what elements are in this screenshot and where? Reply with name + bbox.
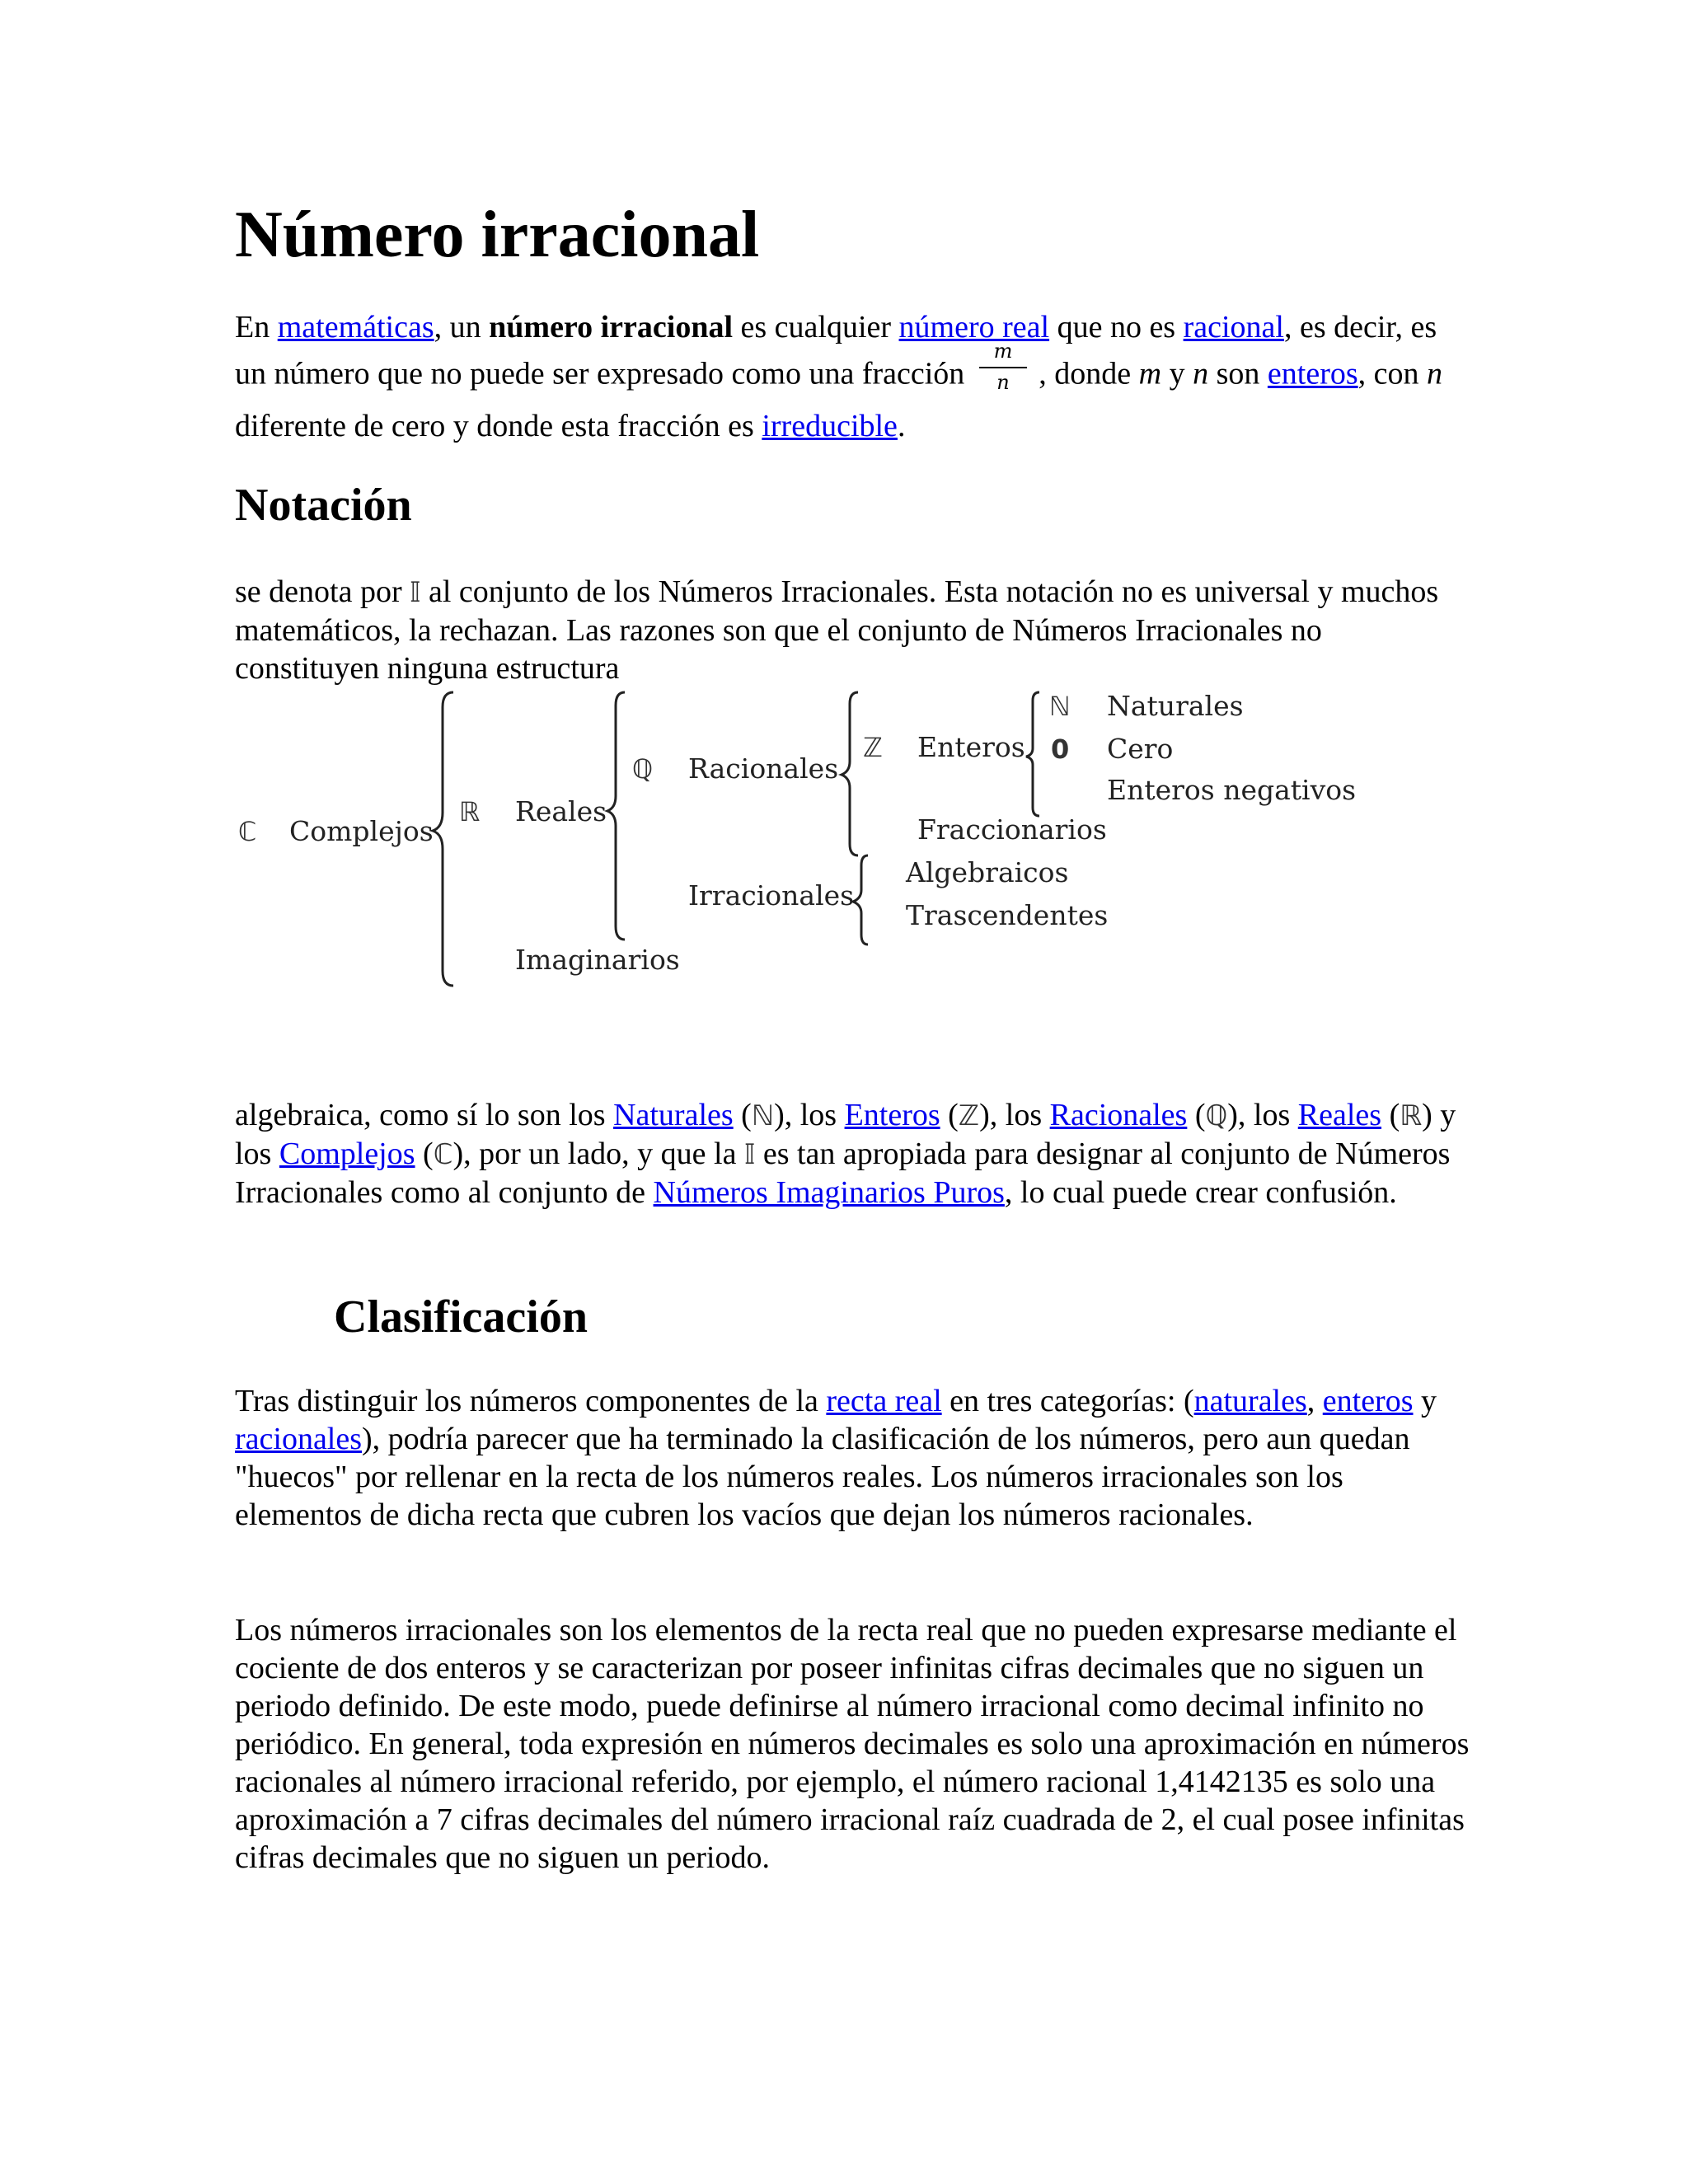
text: ) y los bbox=[235, 1098, 1456, 1171]
clasificacion-paragraph-2: Los números irracionales son los elementos de la recta real que no pueden expresarse mediante el cociente de dos enteros y se caracterizan por poseer infinitas cifras decimales que no siguen un periodo definido. De este modo, puede definirse al número irracional como decimal infinito no periódico. En general, toda expresión en números decimales es solo una aproximación en números racionales al número irracional referido, por ejemplo, el número racional 1,4142135 es solo una aproximación a 7 cifras decimales del número irracional raíz cuadrada de 2, el cual posee infinitas cifras decimales que no siguen un periodo. bbox=[235, 1613, 1470, 1875]
var-m: m bbox=[1138, 356, 1162, 391]
text: algebraica, como sí lo son los bbox=[235, 1098, 614, 1132]
link-numeros-imaginarios-puros[interactable]: Números Imaginarios Puros bbox=[653, 1175, 1005, 1210]
link-recta-real[interactable]: recta real bbox=[826, 1384, 942, 1418]
fraction-image bbox=[976, 340, 1030, 397]
link-racionales[interactable]: Racionales bbox=[1049, 1098, 1188, 1132]
intro-paragraph bbox=[235, 307, 1471, 447]
set-symbol-I: 𝕀 bbox=[743, 1138, 756, 1171]
text: es cualquier bbox=[733, 310, 899, 344]
fraction-denominator: n bbox=[996, 371, 1010, 394]
set-symbol-R: ℝ bbox=[1400, 1099, 1423, 1132]
text: al conjunto de los Números Irracionales. Esta notación no es universal y muchos matemáticos, la rechazan. Las razones son que el conjunto de Números Irracionales no constituyen ninguna estructura bbox=[235, 574, 1439, 686]
fraction-numerator: m bbox=[993, 340, 1013, 363]
link-racionales[interactable]: racionales bbox=[235, 1422, 363, 1456]
text: ), los bbox=[979, 1098, 1050, 1132]
label-irracionales: Irracionales bbox=[688, 879, 855, 912]
text: ( bbox=[940, 1098, 959, 1132]
text: ), los bbox=[774, 1098, 845, 1132]
text: y bbox=[1413, 1384, 1437, 1418]
set-symbol-Z: ℤ bbox=[958, 1099, 980, 1132]
text: ( bbox=[1187, 1098, 1206, 1132]
symbol-R: ℝ bbox=[459, 796, 481, 827]
symbol-Q: ℚ bbox=[632, 753, 654, 785]
symbol-C: ℂ bbox=[238, 816, 257, 847]
text: diferente de cero y donde esta fracción es bbox=[235, 409, 762, 443]
label-enteros: Enteros bbox=[917, 731, 1025, 763]
text: ( bbox=[415, 1137, 434, 1171]
link-naturales[interactable]: Naturales bbox=[613, 1098, 734, 1132]
text: , es decir, es un número que no puede ser expresado como una fracción bbox=[235, 310, 1437, 391]
text: en tres categorías: ( bbox=[941, 1384, 1194, 1418]
text: ), por un lado, y que la bbox=[452, 1137, 744, 1171]
link-enteros[interactable]: Enteros bbox=[844, 1098, 940, 1132]
text: , con bbox=[1357, 356, 1428, 391]
text: , bbox=[1306, 1384, 1323, 1418]
set-symbol-I: 𝕀 bbox=[410, 576, 421, 609]
label-imaginarios: Imaginarios bbox=[515, 944, 680, 976]
notacion-paragraph-1 bbox=[235, 573, 1471, 687]
text: , lo cual puede crear confusión. bbox=[1004, 1175, 1397, 1210]
symbol-zero: 0 bbox=[1051, 733, 1070, 765]
label-reales: Reales bbox=[515, 795, 607, 827]
number-classification-diagram bbox=[235, 682, 1405, 996]
text: ), podría parecer que ha terminado la clasificación de los números, pero aun quedan "huecos" por rellenar en la recta de los números reales. Los números irracionales son los elementos de dicha recta que cubren los vacíos que dejan los números racionales. bbox=[235, 1422, 1410, 1532]
text: , donde bbox=[1039, 356, 1139, 391]
link-matematicas[interactable]: matemáticas bbox=[277, 310, 434, 344]
bold-term: número irracional bbox=[489, 310, 734, 344]
text: que no es bbox=[1049, 310, 1184, 344]
set-symbol-N: ℕ bbox=[751, 1099, 775, 1132]
link-racional[interactable]: racional bbox=[1183, 310, 1284, 344]
label-enteros-negativos: Enteros negativos bbox=[1107, 774, 1357, 806]
var-n: n bbox=[1427, 356, 1443, 391]
notacion-paragraph-2 bbox=[235, 1096, 1471, 1212]
text: son bbox=[1208, 356, 1268, 391]
text: ), los bbox=[1227, 1098, 1298, 1132]
link-numero-real[interactable]: número real bbox=[898, 310, 1050, 344]
text: . bbox=[897, 409, 906, 443]
page-title: Número irracional bbox=[235, 199, 760, 271]
section-heading-clasificacion: Clasificación bbox=[334, 1291, 588, 1343]
label-racionales: Racionales bbox=[688, 752, 839, 785]
link-enteros[interactable]: enteros bbox=[1267, 356, 1358, 391]
label-trascendentes: Trascendentes bbox=[906, 899, 1109, 931]
text: es tan apropiada para designar al conjunto de Números Irracionales como al conjunto de bbox=[235, 1137, 1451, 1210]
text: , un bbox=[434, 310, 490, 344]
text: ( bbox=[1381, 1098, 1400, 1132]
var-n: n bbox=[1193, 356, 1209, 391]
label-algebraicos: Algebraicos bbox=[906, 856, 1069, 888]
clasificacion-paragraph-1 bbox=[235, 1382, 1471, 1534]
text: ( bbox=[733, 1098, 752, 1132]
label-fraccionarios: Fraccionarios bbox=[917, 813, 1107, 846]
link-reales[interactable]: Reales bbox=[1297, 1098, 1382, 1132]
section-heading-notacion: Notación bbox=[235, 480, 412, 531]
label-complejos: Complejos bbox=[289, 815, 434, 847]
link-naturales[interactable]: naturales bbox=[1193, 1384, 1307, 1418]
symbol-N: ℕ bbox=[1049, 691, 1071, 722]
link-enteros[interactable]: enteros bbox=[1322, 1384, 1414, 1418]
link-complejos[interactable]: Complejos bbox=[279, 1137, 415, 1171]
text: En bbox=[235, 310, 278, 344]
set-symbol-Q: ℚ bbox=[1205, 1099, 1228, 1132]
label-cero: Cero bbox=[1107, 733, 1174, 765]
text: y bbox=[1161, 356, 1193, 391]
link-irreducible[interactable]: irreducible bbox=[762, 409, 898, 443]
text: se denota por bbox=[235, 574, 410, 609]
text: Tras distinguir los números componentes de la bbox=[235, 1384, 827, 1418]
set-symbol-C: ℂ bbox=[433, 1138, 453, 1171]
symbol-Z: ℤ bbox=[863, 732, 883, 763]
label-naturales: Naturales bbox=[1107, 690, 1244, 722]
